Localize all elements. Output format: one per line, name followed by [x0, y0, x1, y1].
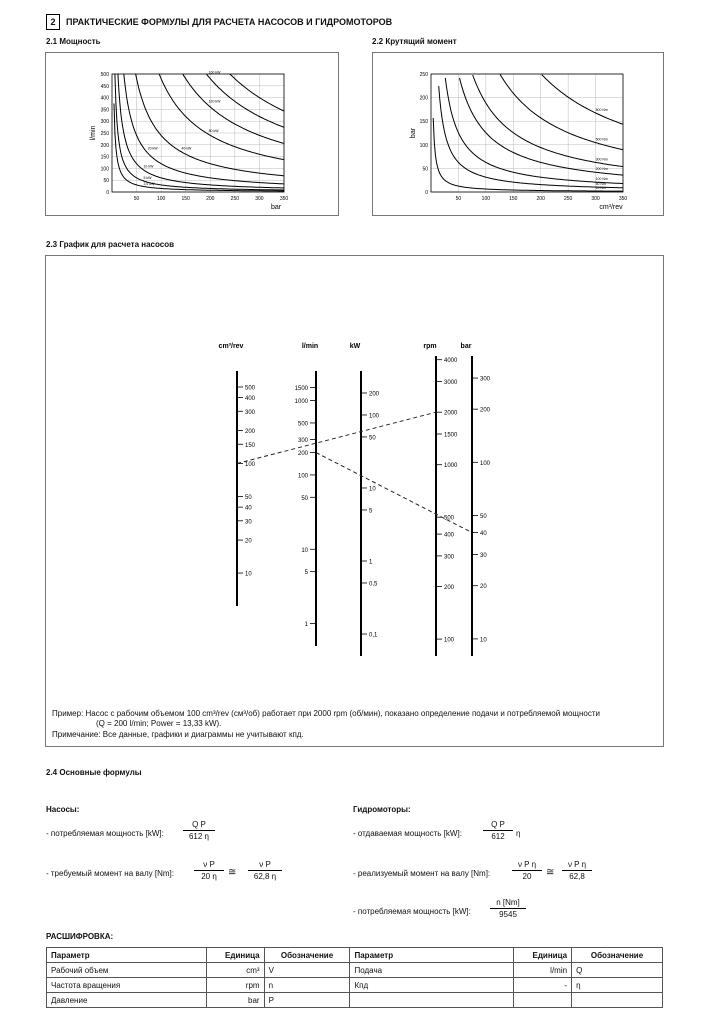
nomogram-box	[45, 255, 664, 747]
y-tick-label: 100	[419, 142, 428, 149]
nomogram-tick-label: 1	[369, 559, 373, 566]
nomogram-tick-label: 40	[245, 505, 252, 512]
y-tick-label: 500	[100, 72, 109, 78]
legend-cell: bar	[206, 993, 264, 1008]
legend-cell: P	[264, 993, 350, 1008]
pump-torque-numerator: ν P	[194, 860, 224, 871]
pump-power-fraction	[183, 820, 215, 841]
motor-input-power-fraction	[490, 898, 526, 919]
motor-power-label: - отдаваемая мощность [kW]:	[353, 829, 462, 838]
x-tick-label: 100	[481, 196, 491, 202]
motor-torque-fraction	[512, 860, 542, 881]
y-tick-label: 250	[419, 72, 428, 78]
motor-approx-sign: ≅	[546, 867, 555, 878]
y-tick-label: 50	[103, 178, 109, 185]
nomogram-tick-label: 400	[444, 532, 455, 539]
power-curve-10kw	[118, 74, 284, 188]
motor-input-power-denominator: 9545	[499, 910, 517, 919]
power-curve-label: 40 kW	[181, 146, 192, 151]
motor-power-fraction	[483, 820, 513, 841]
pump-torque-numerator-2: ν P	[248, 860, 282, 871]
nomogram-tick-label: 200	[444, 585, 455, 592]
legend-cell: η	[572, 978, 663, 993]
legend-cell: -	[514, 978, 572, 993]
torque-curve-10nm	[433, 118, 623, 191]
legend-header-cell: Единица	[514, 948, 572, 963]
motor-torque-denominator: 20	[522, 872, 532, 881]
y-tick-label: 200	[100, 142, 109, 149]
power-curve-label: 80 kW	[208, 129, 219, 134]
legend-cell	[350, 993, 514, 1008]
nomogram-tick-label: 30	[480, 553, 487, 560]
legend-header-cell: Обозначение	[572, 948, 663, 963]
y-axis-label: l/min	[90, 125, 97, 141]
section-2-2-title: 2.2 Крутящий момент	[372, 37, 457, 46]
legend-cell: V	[264, 963, 350, 978]
x-tick-label: 350	[279, 196, 289, 202]
nomogram-tick-label: 30	[245, 519, 252, 526]
legend-header-cell: Параметр	[47, 948, 207, 963]
section-2-4-title: 2.4 Основные формулы	[46, 768, 142, 777]
nomogram-scale-label: cm³/rev	[218, 343, 244, 350]
x-axis-label: bar	[270, 204, 282, 211]
nomogram-tick-label: 200	[480, 407, 491, 414]
nomogram-tick-label: 400	[245, 396, 256, 403]
y-axis-label: bar	[410, 127, 417, 139]
nomogram-tick-label: 1000	[294, 399, 308, 406]
pump-power-denominator: 612 η	[188, 832, 210, 841]
motor-torque-denominator-2: 62,8	[569, 872, 585, 881]
plot-frame	[431, 74, 623, 192]
section-number: 2	[46, 14, 60, 30]
legend-header-cell: Параметр	[350, 948, 514, 963]
y-tick-label: 350	[100, 107, 109, 114]
legend-cell: Рабочий объем	[47, 963, 207, 978]
nomogram-tick-label: 100	[480, 460, 491, 467]
nomogram-tick-label: 3000	[444, 379, 458, 386]
legend-cell: rpm	[206, 978, 264, 993]
torque-curve-label: 200 Nm	[595, 167, 608, 172]
motor-input-power-numerator: n [Nm]	[490, 898, 526, 909]
nomogram-tick-label: 200	[245, 429, 256, 436]
section-2-3-title: 2.3 График для расчета насосов	[46, 240, 175, 249]
nomogram-tick-label: 1500	[444, 432, 458, 439]
torque-curve-label: 300 Nm	[595, 157, 608, 162]
motor-input-power-label: - потребляемая мощность [kW]:	[353, 907, 471, 916]
x-tick-label: 150	[181, 196, 190, 202]
y-tick-label: 150	[419, 119, 428, 126]
nomogram-scale-label: kW	[349, 343, 361, 350]
nomogram-tick-label: 100	[369, 413, 380, 420]
x-tick-label: 100	[156, 196, 166, 202]
legend-cell: Частота вращения	[47, 978, 207, 993]
nomogram-tick-label: 5	[304, 570, 308, 577]
torque-chart-box	[372, 52, 664, 216]
pump-nomogram	[46, 256, 663, 686]
power-curve-label: 10 kW	[143, 164, 154, 169]
legend-cell: Подача	[350, 963, 514, 978]
y-tick-label: 150	[100, 154, 109, 161]
pump-approx-sign: ≅	[228, 867, 237, 878]
power-curve-label: 120 kW	[208, 99, 221, 104]
power-curve-label: 5 kW	[143, 176, 152, 181]
nomogram-tick-label: 20	[245, 538, 252, 545]
section-2-1-title: 2.1 Мощность	[46, 37, 101, 46]
legend-header-cell: Единица	[206, 948, 264, 963]
x-tick-label: 250	[230, 196, 240, 202]
table-row	[47, 978, 663, 993]
torque-curve-label: 10 Nm	[595, 186, 606, 191]
nomogram-tick-label: 200	[369, 391, 380, 398]
nomogram-tick-label: 300	[297, 437, 308, 444]
x-tick-label: 200	[536, 196, 545, 202]
y-tick-label: 450	[100, 83, 109, 90]
y-tick-label: 400	[100, 95, 109, 102]
nomogram-tick-label: 5	[369, 508, 373, 515]
nomogram-tick-label: 10	[301, 547, 308, 554]
legend-title: РАСШИФРОВКА:	[46, 932, 114, 941]
legend-table	[46, 947, 663, 1008]
legend-cell: n	[264, 978, 350, 993]
torque-curve-300nm	[473, 75, 623, 167]
motor-torque-numerator-2: ν P η	[562, 860, 592, 871]
example-line-2: (Q = 200 l/min; Power = 13,33 kW).	[96, 719, 222, 728]
nomogram-tick-label: 100	[444, 637, 455, 644]
torque-curve-800nm	[542, 75, 623, 125]
y-tick-label: 250	[100, 131, 109, 137]
nomogram-tick-label: 500	[297, 421, 308, 428]
pumps-title: Насосы:	[46, 805, 80, 814]
power-chart	[46, 53, 338, 215]
nomogram-scale-label: bar	[460, 343, 472, 350]
nomogram-tick-label: 200	[297, 451, 308, 458]
nomogram-tick-label: 4000	[444, 358, 458, 365]
example-note: Примечание: Все данные, графики и диаграммы не учитывают кпд.	[52, 730, 304, 739]
nomogram-tick-label: 10	[480, 637, 487, 644]
x-tick-label: 200	[206, 196, 215, 202]
y-tick-label: 200	[419, 95, 428, 102]
page-title: ПРАКТИЧЕСКИЕ ФОРМУЛЫ ДЛЯ РАСЧЕТА НАСОСОВ И ГИДРОМОТОРОВ	[66, 17, 393, 27]
legend-cell: l/min	[514, 963, 572, 978]
nomogram-tick-label: 50	[369, 435, 376, 442]
pump-torque-denominator-2: 62,8 η	[253, 872, 277, 881]
pump-torque-denominator: 20 η	[201, 872, 217, 881]
power-chart-box	[45, 52, 339, 216]
nomogram-tick-label: 50	[301, 495, 308, 502]
y-tick-label: 0	[425, 190, 428, 196]
nomogram-tick-label: 1000	[444, 463, 458, 470]
example-line-displacement-rpm	[237, 409, 436, 463]
x-axis-label: cm³/rev	[599, 204, 623, 211]
legend-cell: cm³	[206, 963, 264, 978]
table-row	[47, 993, 663, 1008]
nomogram-tick-label: 20	[480, 584, 487, 591]
nomogram-tick-label: 300	[245, 409, 256, 416]
nomogram-tick-label: 10	[245, 571, 252, 578]
torque-curve-label: 100 Nm	[595, 177, 608, 182]
power-curve-label: 20 kW	[147, 146, 158, 151]
nomogram-tick-label: 50	[245, 495, 252, 502]
legend-cell	[572, 993, 663, 1008]
legend-header-row	[47, 948, 663, 963]
power-curve-80kw	[159, 74, 284, 160]
y-tick-label: 50	[422, 166, 428, 173]
y-tick-label: 300	[100, 119, 109, 126]
nomogram-tick-label: 500	[245, 385, 256, 392]
motor-torque-numerator: ν P η	[512, 860, 542, 871]
motor-power-efficiency: η	[516, 829, 521, 838]
nomogram-tick-label: 0,5	[369, 581, 378, 588]
pump-power-label: - потребляемая мощность [kW]:	[46, 829, 164, 838]
motor-torque-fraction-2	[562, 860, 592, 881]
nomogram-tick-label: 500	[444, 515, 455, 522]
motors-title: Гидромоторы:	[353, 805, 411, 814]
nomogram-tick-label: 40	[480, 531, 487, 538]
motor-power-numerator: Q P	[483, 820, 513, 831]
legend-cell: Кпд	[350, 978, 514, 993]
nomogram-tick-label: 150	[245, 442, 256, 449]
torque-chart	[373, 53, 663, 215]
legend-header-cell: Обозначение	[264, 948, 350, 963]
pump-torque-label: - требуемый момент на валу [Nm]:	[46, 869, 174, 878]
torque-curve-label: 50 Nm	[595, 182, 606, 187]
legend-cell	[514, 993, 572, 1008]
nomogram-tick-label: 50	[480, 513, 487, 520]
nomogram-tick-label: 2000	[444, 410, 458, 417]
torque-curve-label: 500 Nm	[595, 137, 608, 142]
y-tick-label: 100	[100, 166, 109, 173]
pump-torque-fraction	[194, 860, 224, 881]
nomogram-tick-label: 10	[369, 486, 376, 493]
torque-curve-label: 800 Nm	[595, 107, 608, 112]
pump-power-numerator: Q P	[183, 820, 215, 831]
example-line-1: Пример: Насос с рабочим объемом 100 cm³/rev (см³/об) работает при 2000 rpm (об/мин), показано определение подачи и потребляемой мощности	[52, 709, 600, 718]
table-row	[47, 963, 663, 978]
power-curve-40kw	[136, 74, 284, 176]
motor-power-denominator: 612	[491, 832, 505, 841]
nomogram-tick-label: 0,1	[369, 632, 378, 639]
x-tick-label: 250	[563, 196, 573, 202]
nomogram-tick-label: 1500	[294, 385, 308, 392]
x-tick-label: 300	[255, 196, 264, 202]
power-curve-2.5kw	[114, 104, 284, 192]
power-curve-label: 2,5 kW	[143, 182, 155, 187]
x-tick-label: 300	[591, 196, 600, 202]
nomogram-tick-label: 300	[480, 376, 491, 383]
x-tick-label: 50	[455, 196, 462, 202]
x-tick-label: 50	[133, 196, 140, 202]
x-tick-label: 350	[618, 196, 628, 202]
nomogram-tick-label: 100	[297, 473, 308, 480]
nomogram-tick-label: 100	[245, 462, 256, 469]
power-curve-label: 160 kW	[208, 70, 221, 75]
nomogram-tick-label: 300	[444, 554, 455, 561]
power-curve-200kw	[230, 74, 284, 111]
pump-torque-fraction-2	[248, 860, 282, 881]
motor-torque-label: - реализуемый момент на валу [Nm]:	[353, 869, 491, 878]
nomogram-scale-label: rpm	[423, 343, 437, 350]
y-tick-label: 0	[106, 190, 109, 196]
nomogram-tick-label: 1	[304, 622, 308, 629]
legend-cell: Давление	[47, 993, 207, 1008]
nomogram-scale-label: l/min	[301, 343, 319, 350]
x-tick-label: 150	[509, 196, 518, 202]
legend-cell: Q	[572, 963, 663, 978]
